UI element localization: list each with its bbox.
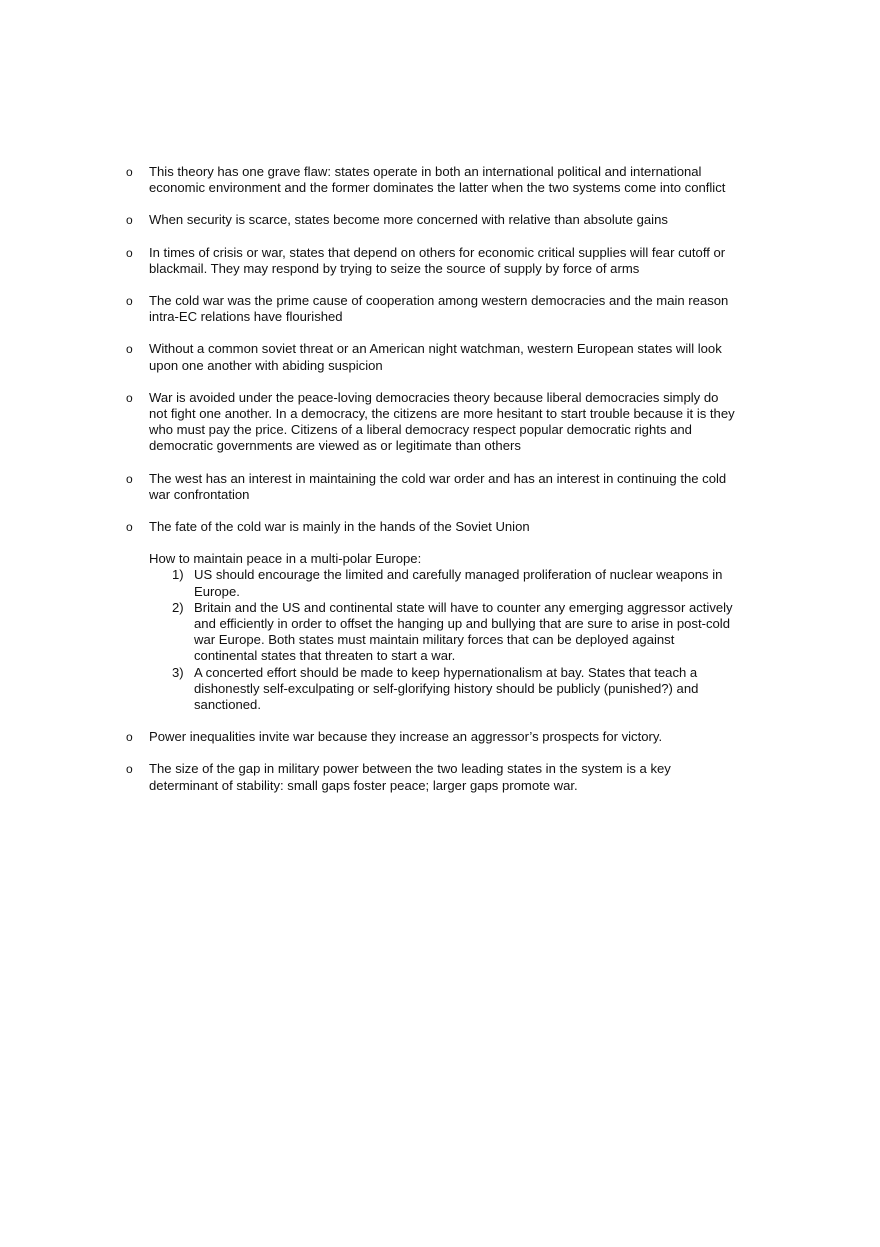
bullet-marker: o [126, 213, 133, 228]
peace-section-heading: How to maintain peace in a multi-polar Europe: [149, 551, 422, 567]
peace-section [126, 551, 736, 713]
bullet-item [126, 341, 736, 373]
numbered-item-text: US should encourage the limited and carefully managed proliferation of nuclear weapons in Europe. [194, 567, 723, 599]
bullet-marker: o [126, 762, 133, 777]
numbered-item-marker: 1) [172, 567, 184, 583]
bullet-item [126, 519, 736, 535]
notes-body [126, 164, 736, 810]
bullet-item [126, 212, 736, 228]
bullet-text: Power inequalities invite war because they increase an aggressor’s prospects for victory. [149, 729, 663, 745]
bullet-text: Without a common soviet threat or an American night watchman, western European states will look upon one another with abiding suspicion [149, 341, 722, 373]
numbered-item-marker: 2) [172, 599, 184, 615]
numbered-item [149, 665, 736, 714]
bullet-text: The size of the gap in military power between the two leading states in the system is a key determinant of stability: small gaps foster peace; larger gaps promote war. [149, 761, 671, 793]
numbered-item-text: Britain and the US and continental state will have to counter any emerging aggressor actively and efficiently in order to offset the hanging up and bullying that are sure to arise in post-cold war Europe. Both states must maintain military forces that can be deployed against continental states that threaten to start a war. [194, 599, 733, 664]
bullet-item [126, 245, 736, 277]
bullet-text: In times of crisis or war, states that depend on others for economic critical supplies will fear cutoff or blackmail. They may respond by trying to seize the source of supply by force of arms [149, 244, 726, 276]
bullet-item [126, 164, 736, 196]
bullet-marker: o [126, 520, 133, 535]
bullet-marker: o [126, 390, 133, 405]
bullet-item [126, 761, 736, 793]
numbered-item [149, 600, 736, 665]
numbered-item-marker: 3) [172, 664, 184, 680]
bullet-item [126, 390, 736, 455]
numbered-item [149, 567, 736, 599]
bullet-item [126, 471, 736, 503]
bullet-item [126, 729, 736, 745]
bullet-text: When security is scarce, states become more concerned with relative than absolute gains [149, 212, 668, 228]
bullet-text: The fate of the cold war is mainly in the hands of the Soviet Union [149, 519, 530, 535]
bullet-text: The west has an interest in maintaining the cold war order and has an interest in continuing the cold war confrontation [149, 470, 727, 502]
bullet-text: This theory has one grave flaw: states operate in both an international political and international economic environment and the former dominates the latter when the two systems come into conflict [149, 164, 726, 196]
bullet-item [126, 293, 736, 325]
bullet-marker: o [126, 245, 133, 260]
numbered-item-text: A concerted effort should be made to keep hypernationalism at bay. States that teach a dishonestly self-exculpating or self-glorifying history should be publicly (punished?) and sanctioned. [194, 664, 699, 713]
bullet-marker: o [126, 294, 133, 309]
bullet-marker: o [126, 342, 133, 357]
bullet-marker: o [126, 471, 133, 486]
bullet-text: The cold war was the prime cause of cooperation among western democracies and the main reason intra-EC relations have flourished [149, 293, 729, 325]
bullet-marker: o [126, 730, 133, 745]
bullet-text: War is avoided under the peace-loving democracies theory because liberal democracies simply do not fight one another. In a democracy, the citizens are more hesitant to start trouble because it is they who must pay the price. Citizens of a liberal democracy respect popular democratic rights and democratic governments are viewed as or legitimate than others [149, 389, 735, 454]
bullet-marker: o [126, 165, 133, 179]
